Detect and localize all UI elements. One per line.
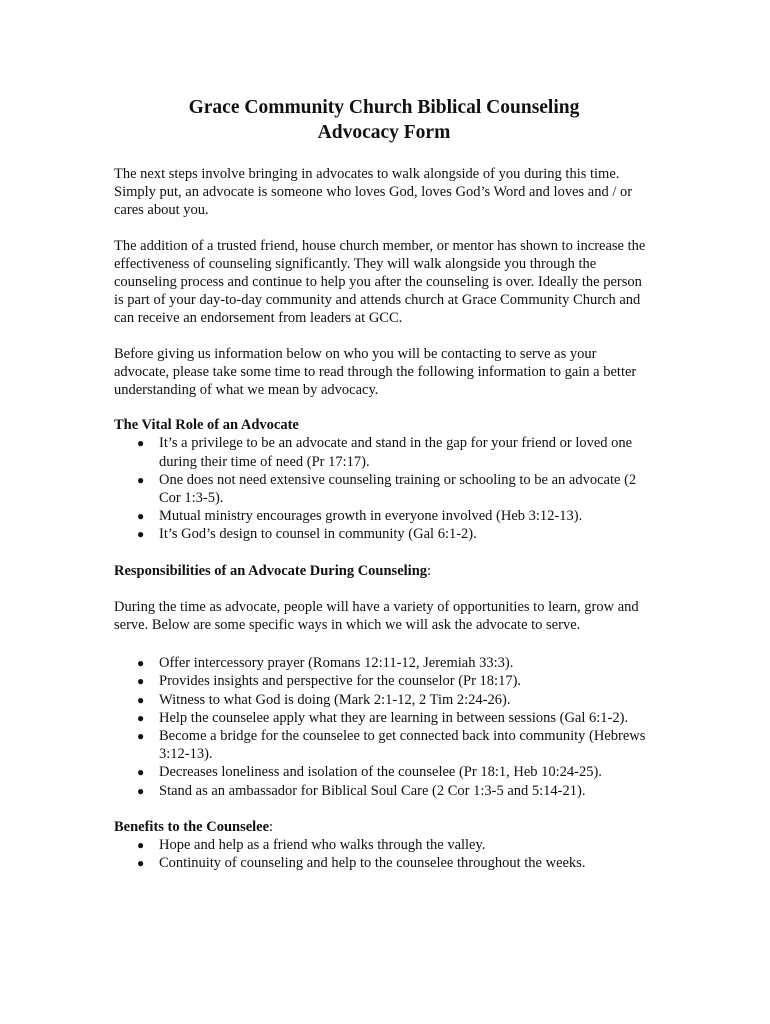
- bullet-icon: ●: [137, 527, 145, 542]
- list-item: ● Witness to what God is doing (Mark 2:1-12, 2 Tim 2:24-26).: [137, 691, 511, 708]
- bullet-icon: ●: [137, 674, 145, 689]
- bullet-icon: ●: [137, 436, 145, 451]
- responsibilities-intro: During the time as advocate, people will have a variety of opportunities to learn, grow and serve. Below are some specific ways in which we will ask the advocate to serve.: [114, 598, 639, 634]
- bullet-icon: ●: [137, 472, 145, 487]
- document-title: [114, 95, 654, 145]
- intro-paragraph-3: Before giving us information below on who you will be contacting to serve as your advocate, please take some time to read through the following information to gain a better understanding of what we mean by advocacy.: [114, 345, 637, 399]
- bullet-icon: ●: [137, 509, 145, 524]
- bullet-icon: ●: [137, 729, 145, 744]
- bullet-icon: ●: [137, 856, 145, 871]
- vital-role-list: [114, 434, 654, 543]
- list-item: ● Offer intercessory prayer (Romans 12:11-12, Jeremiah 33:3).: [137, 655, 514, 672]
- list-item: ● Provides insights and perspective for the counselor (Pr 18:17).: [137, 673, 522, 690]
- list-item: ● Mutual ministry encourages growth in everyone involved (Heb 3:12-13).: [137, 508, 583, 525]
- document-content: [114, 95, 654, 873]
- list-item: ● Become a bridge for the counselee to get connected back into community (Hebrews 3:12-13).: [137, 728, 646, 763]
- benefits-list: [114, 836, 654, 872]
- list-item: ● Continuity of counseling and help to the counselee throughout the weeks.: [137, 855, 586, 872]
- list-item: ● Stand as an ambassador for Biblical Soul Care (2 Cor 1:3-5 and 5:14-21).: [137, 782, 586, 799]
- bullet-icon: ●: [137, 783, 145, 798]
- list-item: ● One does not need extensive counseling training or schooling to be an advocate (2 Cor 1:3-5).: [137, 471, 637, 507]
- list-item: ● It’s God’s design to counsel in community (Gal 6:1-2).: [137, 526, 477, 543]
- title-line-2: Advocacy Form: [317, 122, 451, 143]
- responsibilities-heading: Responsibilities of an Advocate During Counseling:: [114, 562, 432, 579]
- list-item: ● It’s a privilege to be an advocate and stand in the gap for your friend or loved one during their time of need (Pr 17:17).: [137, 435, 633, 470]
- bullet-icon: ●: [137, 692, 145, 707]
- vital-role-heading: The Vital Role of an Advocate: [114, 417, 299, 434]
- bullet-icon: ●: [137, 710, 145, 725]
- list-item: ● Decreases loneliness and isolation of the counselee (Pr 18:1, Heb 10:24-25).: [137, 764, 602, 781]
- intro-paragraph-1: The next steps involve bringing in advocates to walk alongside of you during this time. Simply put, an advocate is someone who loves God, loves God’s Word and loves and / or cares about you.: [114, 166, 633, 219]
- list-item: ● Hope and help as a friend who walks through the valley.: [137, 837, 486, 854]
- benefits-heading: Benefits to the Counselee:: [114, 818, 274, 835]
- intro-paragraph-2: The addition of a trusted friend, house church member, or mentor has shown to increase the effectiveness of counseling significantly. They will walk alongside you through the counseling process and continue to help you after the counseling is over. Ideally the person is part of your day-to-day community and attends church at Grace Community Church and can receive an endorsement from leaders at GCC.: [114, 237, 646, 327]
- bullet-icon: ●: [137, 765, 145, 780]
- responsibilities-list: [114, 654, 654, 800]
- list-item: ● Help the counselee apply what they are learning in between sessions (Gal 6:1-2).: [137, 709, 629, 726]
- bullet-icon: ●: [137, 656, 145, 671]
- title-line-1: Grace Community Church Biblical Counseling: [188, 97, 580, 118]
- bullet-icon: ●: [137, 838, 145, 853]
